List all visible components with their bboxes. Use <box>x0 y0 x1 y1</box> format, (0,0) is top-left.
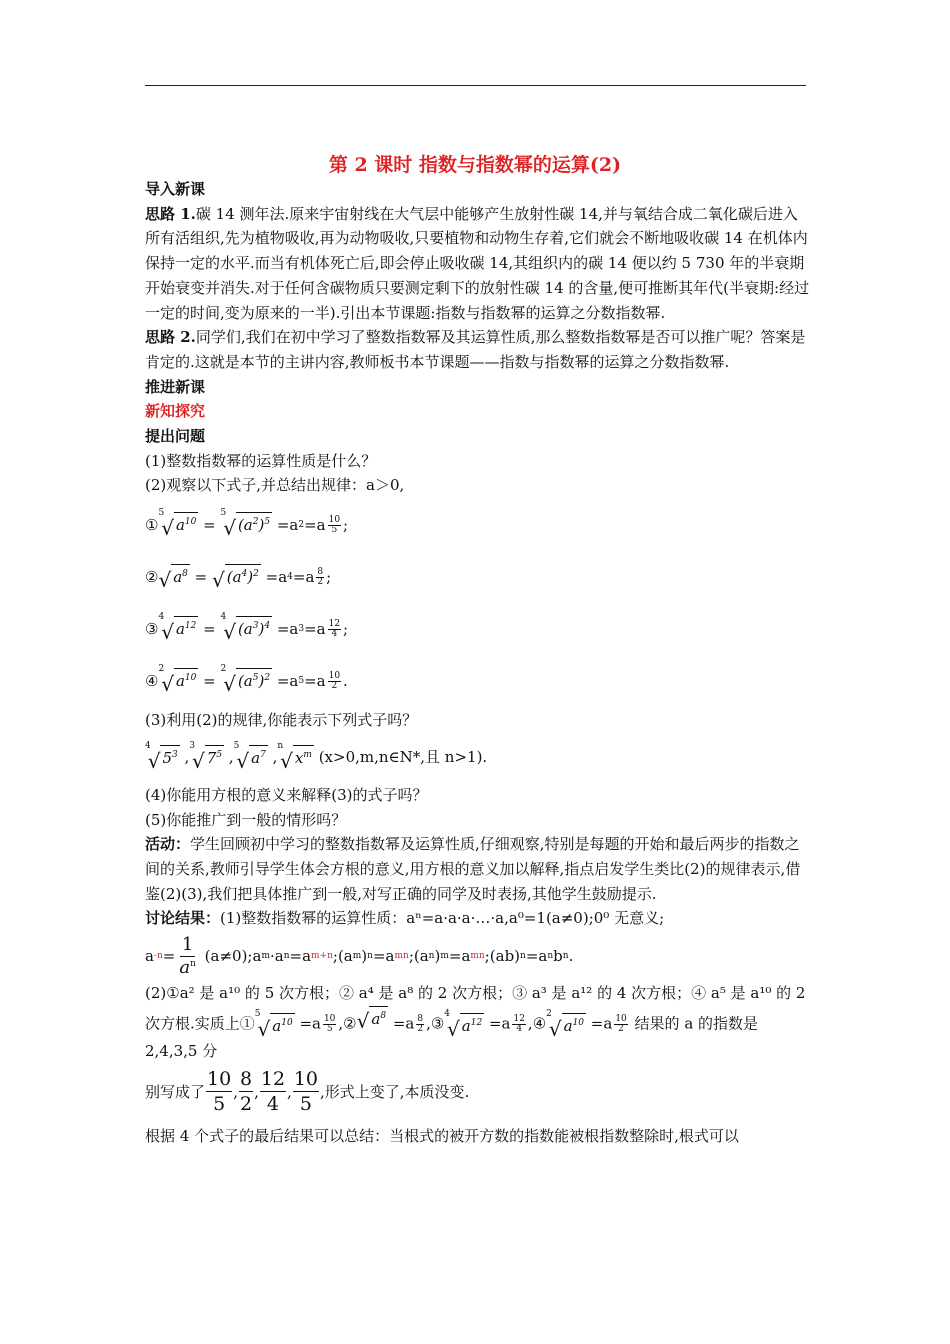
question-1: (1)整数指数幂的运算性质是什么？ <box>145 451 377 470</box>
lesson-title: 第 2 课时 指数与指数幂的运算(2) <box>328 154 622 176</box>
discussion-label: 讨论结果： <box>145 909 221 928</box>
exponent-fractions-comment: ,形式上变了,本质没变. <box>320 1082 470 1101</box>
question-4: (4)你能用方根的意义来解释(3)的式子吗？ <box>145 785 428 804</box>
formula-3: ③ 4 √ $a^{12}$ = 4 √ $(a^3)^4$ =a 3 =a $\frac{12}{4}$ ; <box>145 612 349 644</box>
discussion-2-text: (2)①a² 是 a¹⁰ 的 5 次方根；② a⁴ 是 a⁸ 的 2 次方根；③ a³ 是 a¹² 的 4 次方根；④ a⁵ 是 a¹⁰ 的 2 次方根.实质上① <box>145 984 806 1033</box>
formula-1: ① 5 √ $a^{10}$ = 5 √ $(a^2)^5$ =a 2 =a $\frac{10}{5}$ ; <box>145 508 349 540</box>
section-heading-new: 新知探究 <box>145 402 206 421</box>
fraction-12-4: 12 4 <box>260 1067 286 1115</box>
fraction-10-5: 10 5 <box>207 1067 232 1115</box>
formula-power-rules: a -n = $\frac{1}{a^n}$ (a≠0);a m ·a n =a m+n ;(a m ) n =a mn ;(a n ) m =a mn ;(ab) n =a n b n . <box>145 933 574 978</box>
discussion-2: (2)①a² 是 a¹⁰ 的 5 次方根；② a⁴ 是 a⁸ 的 2 次方根；③ a³ 是 a¹² 的 4 次方根；④ a⁵ 是 a¹⁰ 的 2 次方根.实质上① 5 √ $a^{10}$ =a $\frac{10}{5}$ ,② √ $a^8$ =a $\frac{8}{2}$ ,③ 4 √ $a^{12}$ =a $\frac{12}{4}$ ,④ 2 √ $a^{10}$ =a $\frac{10}{2}$ 结果的 a 的指数是 2,4,3,5 分 <box>145 984 806 1061</box>
idea-2-label: 思路 2. <box>145 328 196 347</box>
question-3-condition: (x>0,m,n∈N*,且 n>1). <box>318 748 488 767</box>
final-paragraph: 根据 4 个式子的最后结果可以总结：当根式的被开方数的指数能被根指数整除时,根式可以 <box>145 1126 739 1145</box>
fraction-8-2: 8 2 <box>239 1067 253 1115</box>
idea-2-text: 同学们,我们在初中学习了整数指数幂及其运算性质,那么整数指数幂是否可以推广呢？答案是肯定的.这就是本节的主讲内容,教师板书本节课题——指数与指数幂的运算之分数指数幂. <box>145 328 806 371</box>
lesson-body <box>145 177 810 1149</box>
discussion-2-tail: 结果的 a 的指数是 2,4,3,5 分 <box>145 1014 759 1061</box>
activity-paragraph <box>145 832 810 906</box>
question-2: (2)观察以下式子,并总结出规律：a＞0, <box>145 476 405 495</box>
idea-1-label: 思路 1. <box>145 204 196 223</box>
exponent-fractions-line: 别写成了 10 5 , 8 2 , 12 4 , 10 5 ,形式上变了,本质没变. <box>145 1067 470 1115</box>
section-heading-questions: 提出问题 <box>145 427 206 446</box>
discussion-1-text: (1)整数指数幂的运算性质：aⁿ=a·a·a·…·a,a⁰=1(a≠0);0⁰ 无意义; <box>220 909 665 928</box>
activity-label: 活动： <box>145 835 191 854</box>
formula-2: ② √ $a^8$ = √ $(a^4)^2$ =a 4 =a $\frac{8}{2}$ ; <box>145 552 810 602</box>
activity-text: 学生回顾初中学习的整数指数幂及运算性质,仔细观察,特别是每题的开始和最后两步的指数之间的关系,教师引导学生体会方根的意义,用方根的意义加以解释,指点启发学生类比(2)的规律表示,借鉴(2)(3),我们把具体推广到一般,对写正确的同学及时表扬,其他学生鼓励提示. <box>145 835 801 903</box>
idea-1-paragraph <box>145 202 810 326</box>
section-heading-advance: 推进新课 <box>145 377 206 396</box>
formula-4: ④ 2 √ $a^{10}$ = 2 √ $(a^5)^2$ =a 5 =a $\frac{10}{2}$ . <box>145 664 348 696</box>
exponent-fractions-intro: 别写成了 <box>145 1082 206 1101</box>
idea-2-paragraph <box>145 325 810 374</box>
question-3: (3)利用(2)的规律,你能表示下列式子吗？ <box>145 711 418 730</box>
idea-1-text: 碳 14 测年法.原来宇宙射线在大气层中能够产生放射性碳 14,并与氧结合成二氧化碳后进入所有活组织,先为植物吸收,再为动物吸收,只要植物和动物生存着,它们就会不断地吸收碳 14 在机体内保持一定的水平.而当有机体死亡后,即会停止吸收碳 14,其组织内的碳 14 便以约 5 730 年的半衰期开始衰变并消失.对于任何含碳物质只要测定剩下的放射性碳 14 的含量,便可推断其年代(半衰期:经过一定的时间,变为原来的一半).引出本节课题:指数与指数幂的运算之分数指数幂. <box>145 204 810 322</box>
question-5: (5)你能推广到一般的情形吗？ <box>145 810 347 829</box>
fraction-10-5b: 10 5 <box>293 1067 319 1115</box>
header-rule <box>145 85 806 86</box>
discussion-1 <box>145 906 810 931</box>
formula-q3-roots: 4 √ $5^3$ , 3 √ $7^5$ , 5 √ $a^7$ , n √ $x^m$ (x>0,m,n∈N*,且 n>1). <box>145 740 488 773</box>
section-heading-intro: 导入新课 <box>145 180 206 198</box>
